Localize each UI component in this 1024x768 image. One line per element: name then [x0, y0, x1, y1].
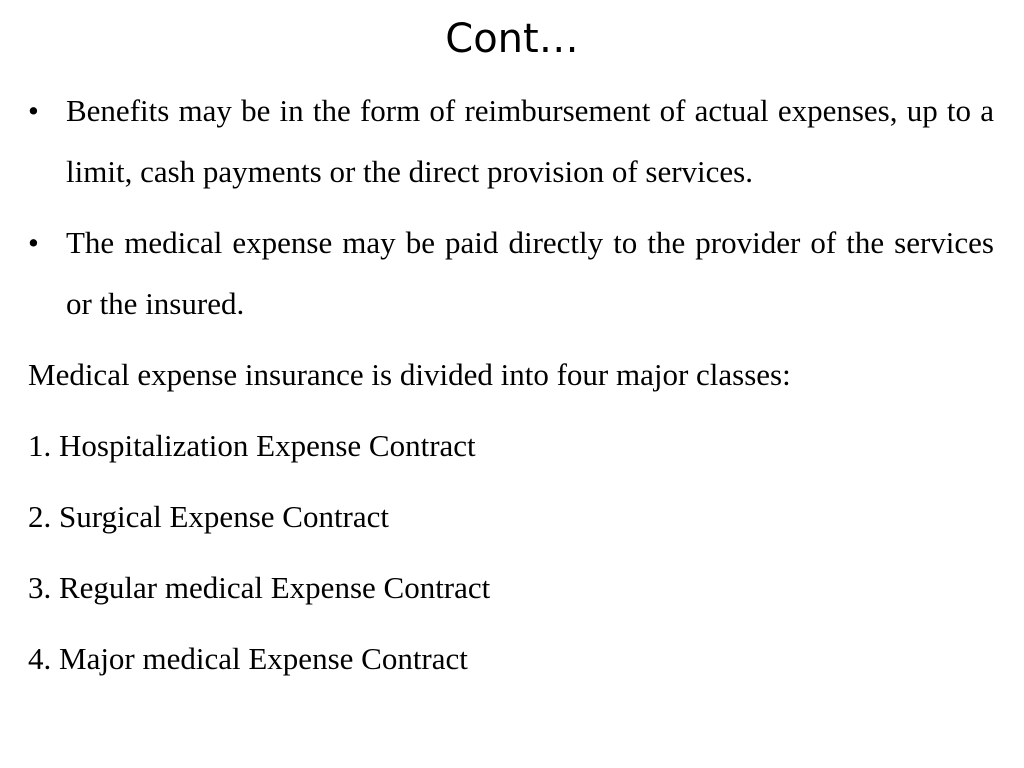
- bullet-marker: •: [28, 93, 39, 128]
- class-item-major-medical: 4. Major medical Expense Contract: [28, 641, 468, 676]
- slide-title: Cont…: [445, 16, 579, 62]
- classes-intro: Medical expense insurance is divided into four major classes:: [28, 357, 791, 392]
- bullet-marker: •: [28, 225, 39, 260]
- bullet-item: [28, 80, 994, 202]
- slide-body: [28, 80, 994, 689]
- class-item-surgical: 2. Surgical Expense Contract: [28, 499, 390, 534]
- class-item-regular-medical: 3. Regular medical Expense Contract: [28, 570, 491, 605]
- bullet-text: Benefits may be in the form of reimbursement of actual expenses, up to a limit, cash payments or the direct provision of services.: [66, 93, 994, 189]
- bullet-item: [28, 212, 994, 334]
- bullet-text: The medical expense may be paid directly to the provider of the services or the insured.: [66, 225, 994, 321]
- class-item-hospitalization: 1. Hospitalization Expense Contract: [28, 428, 476, 463]
